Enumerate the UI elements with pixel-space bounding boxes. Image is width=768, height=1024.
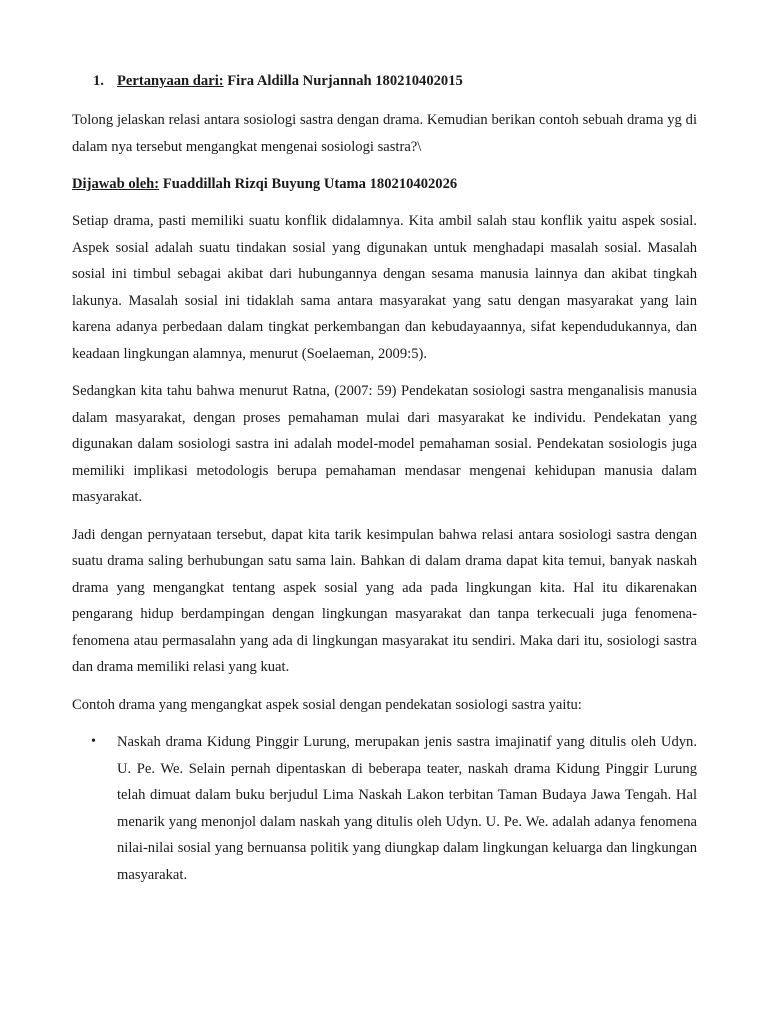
answer-paragraph: Contoh drama yang mengangkat aspek sosial dengan pendekatan sosiologi sastra yaitu: — [72, 696, 582, 713]
bullet-list-item — [91, 729, 697, 888]
answer-answerer: Fuaddillah Rizqi Buyung Utama 180210402026 — [162, 176, 458, 192]
document-page — [72, 70, 697, 888]
bullet-text: Naskah drama Kidung Pinggir Lurung, merupakan jenis sastra imajinatif yang ditulis oleh Udyn. U. Pe. We. Selain pernah dipentaskan di beberapa teater, naskah drama Kidung Pinggir Lurung telah dimuat dalam buku berjudul Lima Naskah Lakon terbitan Taman Budaya Jawa Tengah. Hal menarik yang menonjol dalam naskah yang ditulis oleh Udyn. U. Pe. We. adalah adanya fenomena nilai-nilai sosial yang bernuansa politik yang diungkap dalam lingkungan keluarga dan lingkungan masyarakat. — [117, 734, 697, 883]
bullet-icon: • — [91, 734, 96, 749]
question-asker: Fira Aldilla Nurjannah 180210402015 — [227, 73, 463, 89]
question-text: Tolong jelaskan relasi antara sosiologi sastra dengan drama. Kemudian berikan contoh sebuah drama yg di dalam nya tersebut mengangkat mengenai sosiologi sastra?\ — [72, 112, 697, 155]
answer-label: Dijawab oleh: — [72, 176, 160, 192]
answer-heading — [72, 173, 697, 195]
answer-paragraph: Sedangkan kita tahu bahwa menurut Ratna, (2007: 59) Pendekatan sosiologi sastra menganalisis manusia dalam masyarakat, dengan proses pemahaman mulai dari masyarakat ke individu. Pendekatan yang digunakan dalam sosiologi sastra ini adalah model-model pemahaman sosial. Pendekatan sosiologis juga memiliki implikasi metodologis berupa pemahaman mendasar mengenai kehidupan manusia dalam masyarakat. — [72, 383, 697, 505]
answer-paragraph: Jadi dengan pernyataan tersebut, dapat kita tarik kesimpulan bahwa relasi antara sosiologi sastra dengan suatu drama saling berhubungan satu sama lain. Bahkan di dalam drama dapat kita temui, banyak naskah drama yang mengangkat tentang aspek sosial yang ada pada lingkungan kita. Hal itu dikarenakan pengarang hidup berdampingan dengan lingkungan masyarakat dan tanpa terkecuali juga fenomena-fenomena atau permasalahn yang ada di lingkungan masyarakat itu sendiri. Maka dari itu, sosiologi sastra dan drama memiliki relasi yang kuat. — [72, 526, 697, 675]
answer-paragraph: Setiap drama, pasti memiliki suatu konflik didalamnya. Kita ambil salah stau konflik yaitu aspek sosial. Aspek sosial adalah suatu tindakan sosial yang digunakan untuk menghadapi masalah sosial. Masalah sosial ini timbul sebagai akibat dari hubungannya dengan sesama manusia lainnya dan akibat tingkah lakunya. Masalah sosial ini tidaklah sama antara masyarakat yang satu dengan masyarakat yang lain karena adanya perbedaan dalam tingkat perkembangan dan kebudayaannya, sifat kependudukannya, dan keadaan lingkungan alamnya, menurut (Soelaeman, 2009:5). — [72, 213, 697, 362]
question-number: 1. — [93, 73, 104, 89]
question-heading — [93, 70, 697, 92]
question-label: Pertanyaan dari: — [117, 73, 224, 89]
